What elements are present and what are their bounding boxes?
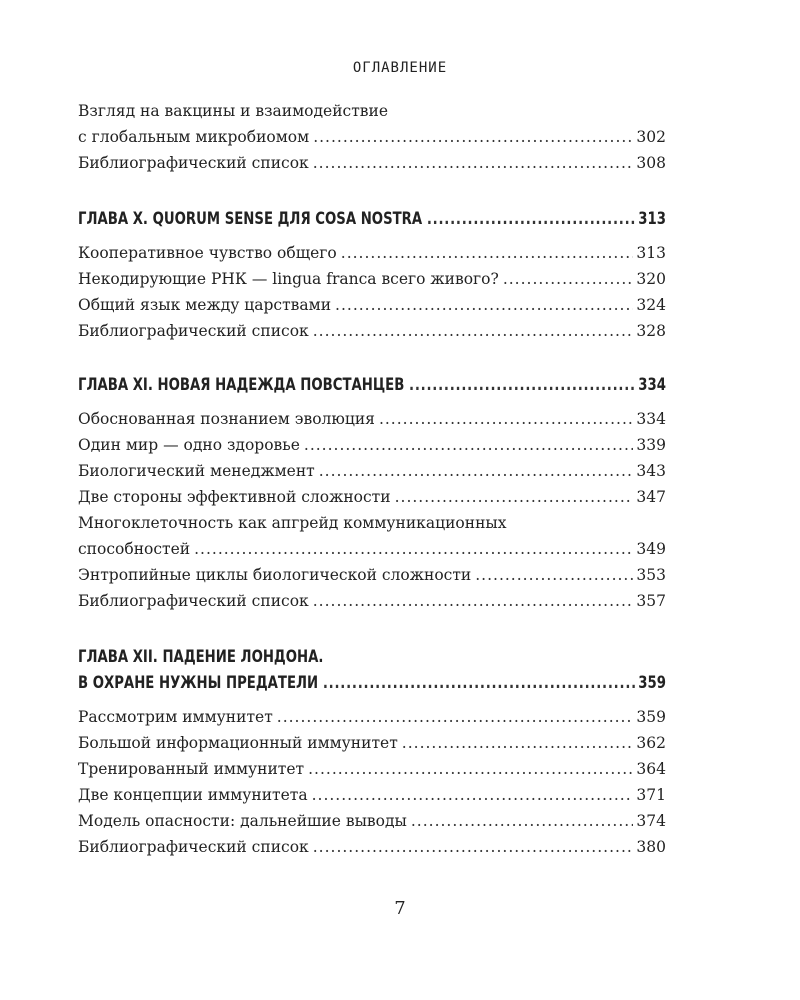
toc-entry-page: 308 (636, 154, 666, 172)
toc-entry (78, 562, 666, 588)
toc-entry-page: 374 (636, 812, 666, 830)
dot-leader (313, 318, 634, 344)
toc-entry-title: Рассмотрим иммунитет (78, 708, 273, 726)
toc-entry-title: Библиографический список (78, 592, 309, 610)
dot-leader (409, 372, 635, 398)
dot-leader (475, 562, 633, 588)
dot-leader (323, 670, 635, 696)
toc-entry-title: Биологический менеджмент (78, 462, 315, 480)
dot-leader (304, 432, 634, 458)
toc-chapter-10 (78, 206, 666, 344)
toc-section-intro (78, 98, 666, 176)
toc-entry-title: Взгляд на вакцины и взаимодействие (78, 102, 389, 120)
toc-entry-page: 347 (636, 488, 666, 506)
dot-leader (341, 240, 634, 266)
toc-entry-title: Две концепции иммунитета (78, 786, 308, 804)
chapter-heading (78, 206, 666, 232)
toc-entry-page: 380 (636, 838, 666, 856)
toc-entry-title: Тренированный иммунитет (78, 760, 305, 778)
toc-entry (78, 406, 666, 432)
toc-entry-title: Кооперативное чувство общего (78, 244, 337, 262)
dot-leader (402, 730, 634, 756)
toc-entry-title: Некодирующие РНК — lingua franca всего живого? (78, 270, 499, 288)
chapter-page: 313 (638, 209, 666, 229)
dot-leader (503, 266, 634, 292)
dot-leader (194, 536, 633, 562)
chapter-title-line1: ГЛАВА XII. ПАДЕНИЕ ЛОНДОНА. (78, 647, 324, 667)
toc-entry (78, 432, 666, 458)
toc-entry-title: Многоклеточность как апгрейд коммуникационных (78, 514, 507, 532)
toc-entry-title: Библиографический список (78, 322, 309, 340)
toc-entry (78, 730, 666, 756)
chapter-page: 334 (638, 375, 666, 395)
toc-entry (78, 150, 666, 176)
dot-leader (308, 756, 633, 782)
toc-entry-page: 324 (636, 296, 666, 314)
toc-entry-page: 359 (636, 708, 666, 726)
toc-entry (78, 318, 666, 344)
dot-leader (395, 484, 634, 510)
toc-entry (78, 588, 666, 614)
toc-entry (78, 124, 666, 150)
dot-leader (313, 588, 634, 614)
toc-entry-title: Модель опасности: дальнейшие выводы (78, 812, 407, 830)
toc-entry (78, 484, 666, 510)
dot-leader (319, 458, 634, 484)
chapter-heading (78, 670, 666, 696)
running-head: ОГЛАВЛЕНИЕ (352, 60, 448, 76)
chapter-title-line2: В ОХРАНЕ НУЖНЫ ПРЕДАТЕЛИ (78, 673, 319, 693)
dot-leader (313, 834, 634, 860)
toc-entry-title: Две стороны эффективной сложности (78, 488, 391, 506)
toc-entry (78, 834, 666, 860)
toc-entry-page: 362 (636, 734, 666, 752)
toc-entry-title-cont: способностей (78, 540, 191, 558)
toc-entry-page: 328 (636, 322, 666, 340)
dot-leader (335, 292, 633, 318)
toc-entry-page: 349 (636, 540, 666, 558)
toc-entry-page: 353 (636, 566, 666, 584)
toc-entry-page: 313 (636, 244, 666, 262)
toc-entry (78, 292, 666, 318)
toc-entry-title: Один мир — одно здоровье (78, 436, 300, 454)
table-of-contents (78, 98, 666, 878)
toc-entry-title: Библиографический список (78, 838, 309, 856)
toc-entry (78, 782, 666, 808)
toc-entry (78, 808, 666, 834)
toc-entry (78, 704, 666, 730)
toc-entry-page: 364 (636, 760, 666, 778)
dot-leader (313, 124, 633, 150)
chapter-title: ГЛАВА XI. НОВАЯ НАДЕЖДА ПОВСТАНЦЕВ (78, 375, 405, 395)
toc-entry-title: с глобальным микробиомом (78, 128, 310, 146)
toc-entry (78, 458, 666, 484)
chapter-heading (78, 372, 666, 398)
toc-entry-title: Большой информационный иммунитет (78, 734, 398, 752)
page-number: 7 (394, 898, 406, 919)
dot-leader (312, 782, 634, 808)
toc-entry (78, 536, 666, 562)
toc-entry (78, 756, 666, 782)
dot-leader (379, 406, 633, 432)
toc-entry-page: 334 (636, 410, 666, 428)
toc-entry-page: 343 (636, 462, 666, 480)
toc-entry-page: 371 (636, 786, 666, 804)
dot-leader (277, 704, 634, 730)
dot-leader (411, 808, 634, 834)
dot-leader (313, 150, 634, 176)
toc-entry-title: Общий язык между царствами (78, 296, 332, 314)
dot-leader (427, 206, 635, 232)
toc-entry (78, 240, 666, 266)
toc-entry-title: Библиографический список (78, 154, 309, 172)
toc-entry-page: 339 (636, 436, 666, 454)
toc-entry (78, 266, 666, 292)
toc-chapter-11 (78, 372, 666, 614)
toc-entry-title: Энтропийные циклы биологической сложности (78, 566, 472, 584)
chapter-page: 359 (638, 673, 666, 693)
toc-entry-page: 320 (636, 270, 666, 288)
toc-chapter-12 (78, 644, 666, 860)
chapter-title: ГЛАВА X. QUORUM SENSE ДЛЯ COSA NOSTRA (78, 209, 423, 229)
toc-entry-page: 302 (636, 128, 666, 146)
toc-entry-title: Обоснованная познанием эволюция (78, 410, 375, 428)
toc-entry-page: 357 (636, 592, 666, 610)
